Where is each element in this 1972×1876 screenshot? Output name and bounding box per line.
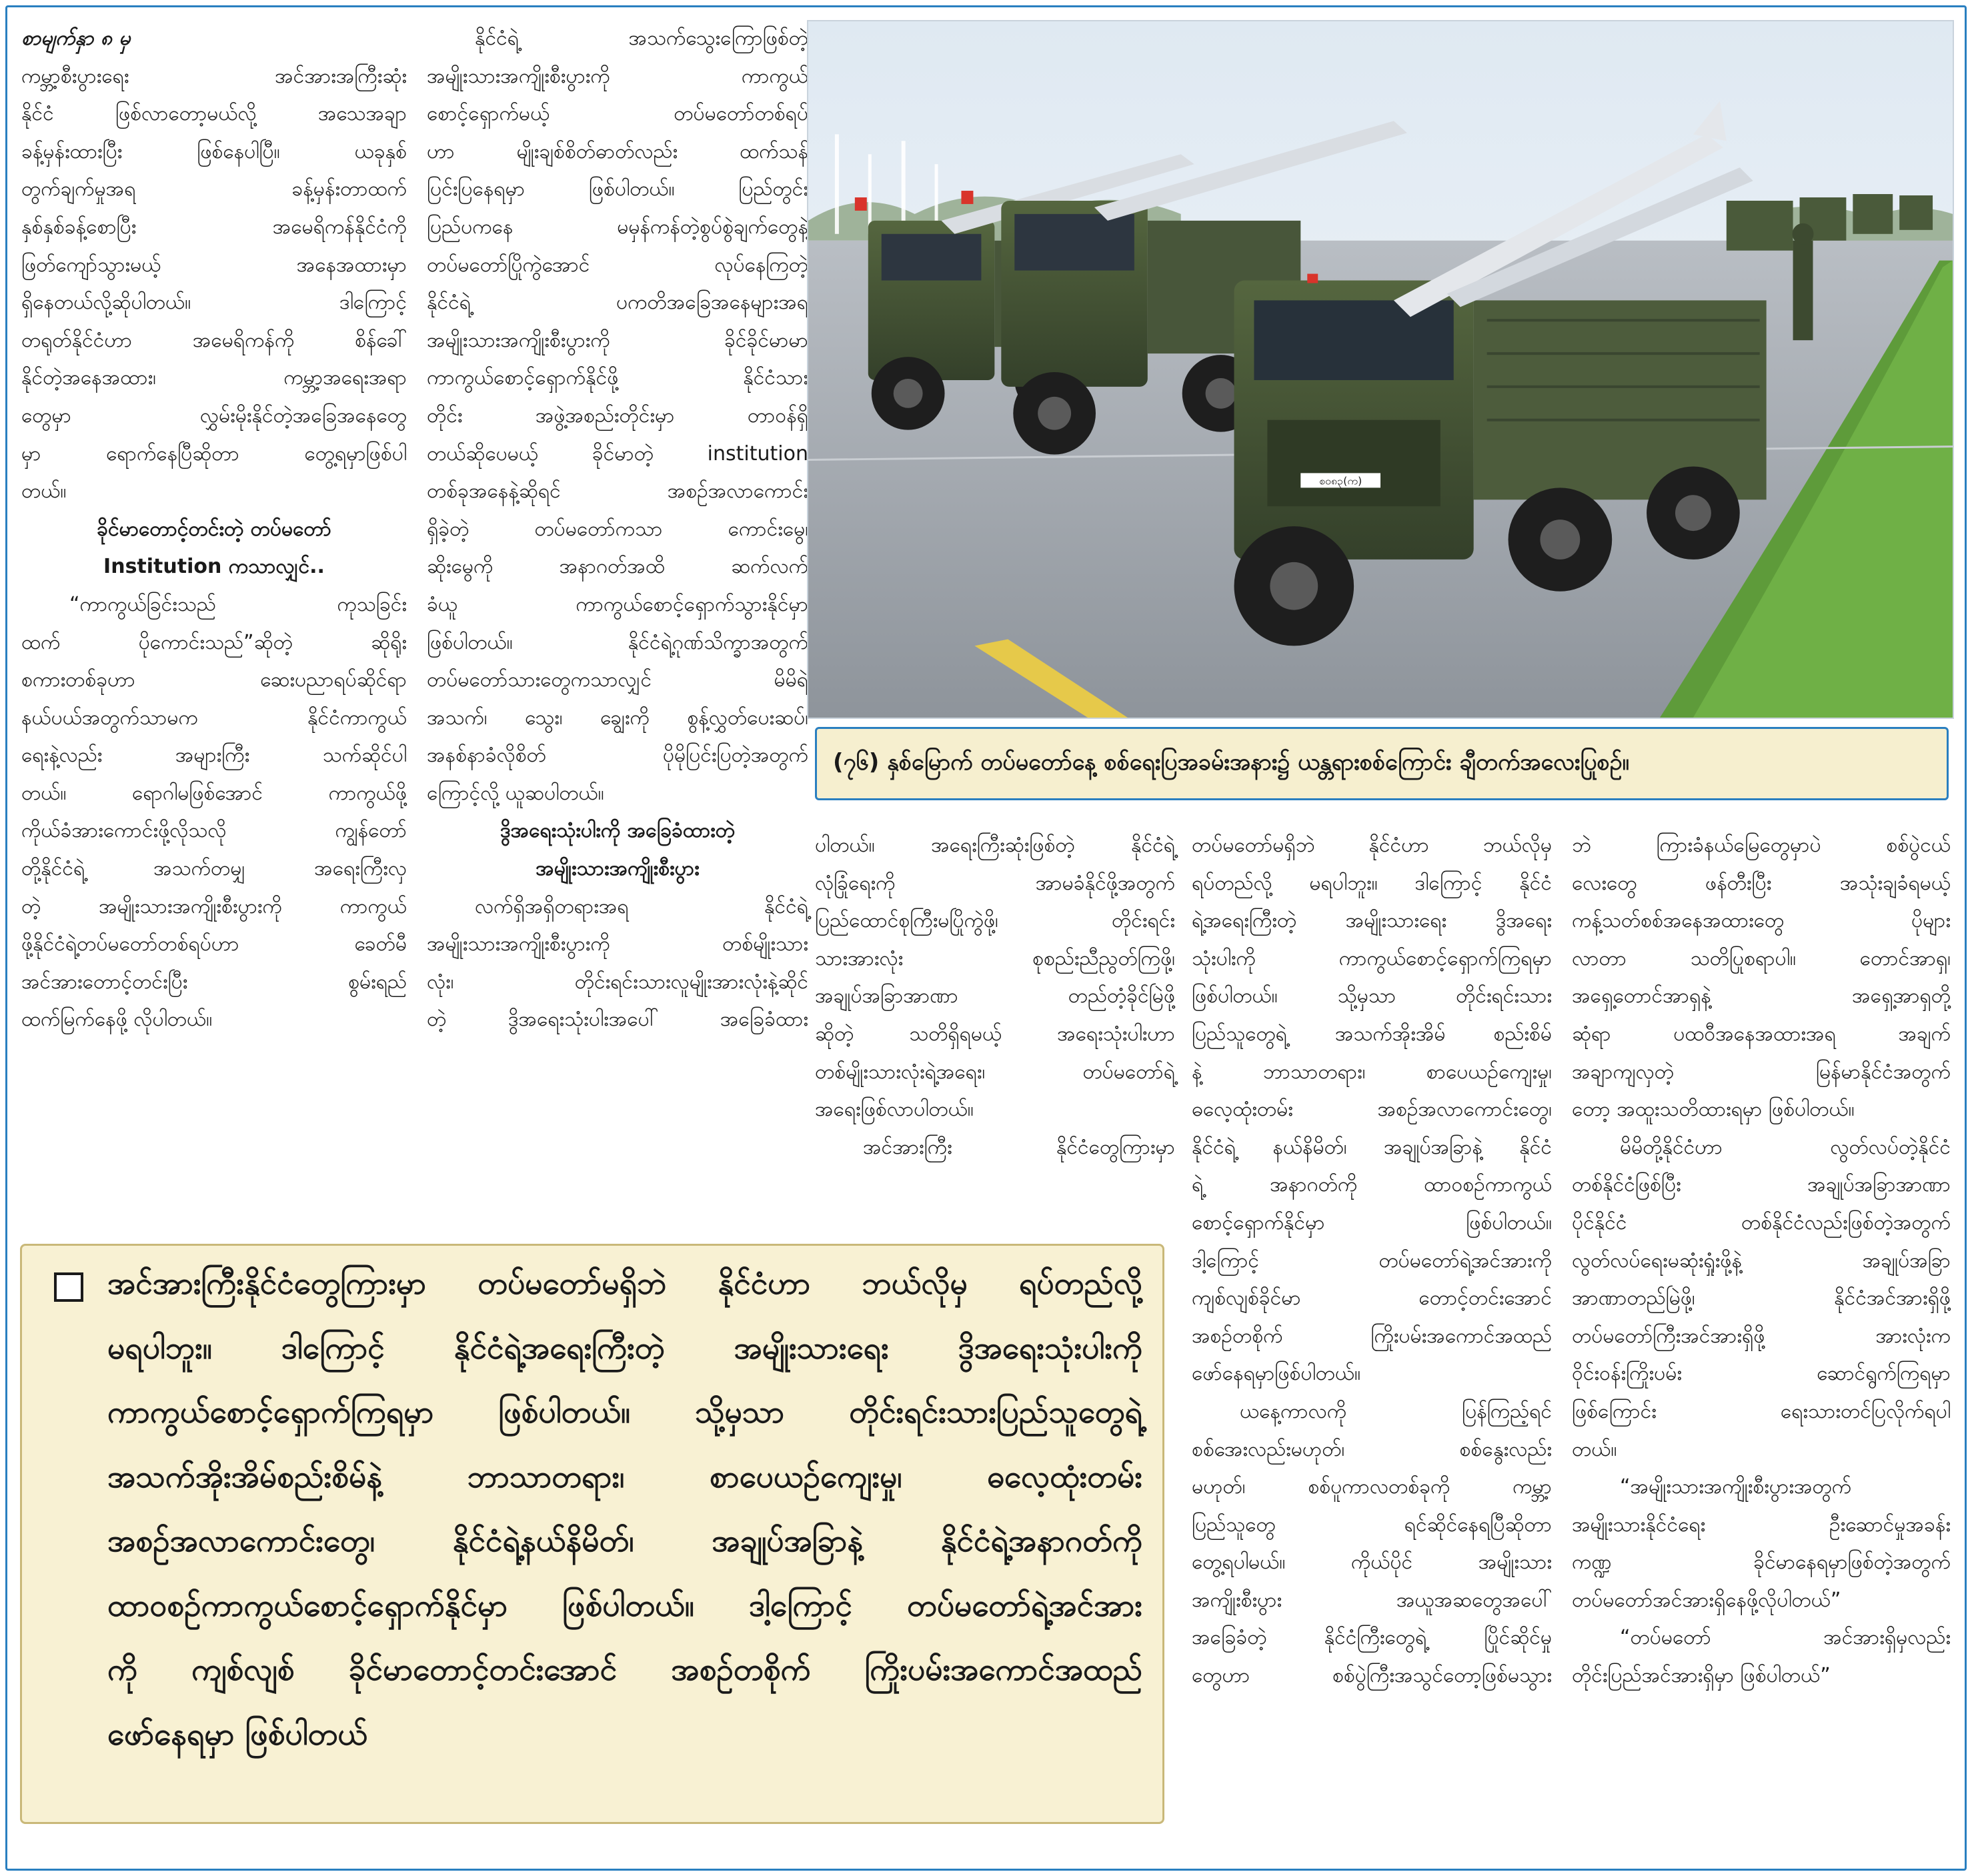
text-line: ဟာ မျိုးချစ်စိတ်ဓာတ်လည်း ထက်သန် [427,139,808,163]
photo-caption-text: (၇၆) နှစ်မြောက် တပ်မတော်နေ့ စစ်ရေးပြအခမ်းအနား၌ ယန္တရားစစ်ကြောင်း ချီတက်အလေးပြုစဉ်။ [833,748,1629,776]
text-line: တော့ အထူးသတိထားရမှာ ဖြစ်ပါတယ်။ [1572,1098,1855,1122]
text-line: ဆိုတဲ့ သတိရှိရမယ့် အရေးသုံးပါးဟာ [815,1022,1175,1046]
missile-parade-illustration [808,21,1953,718]
quote-line: တပ်မတော်အင်အားရှိနေဖို့လိုပါတယ်” [1572,1588,1841,1612]
text-line: တစ်ခုအနေနဲ့ဆိုရင် အစဉ်အလာကောင်း [427,480,808,504]
text-line: တွေ့ရပါမယ်။ ကိုယ်ပိုင် အမျိုးသား [1192,1551,1552,1575]
text-line: ကမ္ဘာ့စီးပွားရေး အင်အားအကြီးဆုံး [21,64,407,88]
text-line: အာဏာတည်မြဲဖို့၊ နိုင်ငံအင်အားရှိဖို့ [1572,1286,1951,1310]
checkbox-bullet-icon [54,1272,83,1302]
text-line: တဲ့ အမျိုးသားအကျိုးစီးပွားကို ကာကွယ် [21,894,407,918]
text-line: ကန့်သတ်စစ်အနေအထားတွေ ပိုများ [1572,909,1951,933]
article-column-2 [427,20,808,1039]
section-heading: ခိုင်မာတောင့်တင်းတဲ့ တပ်မတော် [97,517,331,541]
text-line: ခန့်မှန်းထားပြီး ဖြစ်နေပါပြီ။ ယခုနှစ် [21,139,407,163]
text-line: တယ်။ ရောဂါမဖြစ်အောင် ကာကွယ်ဖို့ [21,781,407,805]
text-line: ဖော်နေရမှာဖြစ်ပါတယ်။ [1192,1362,1361,1386]
text-line: တရုတ်နိုင်ငံဟာ အမေရိကန်ကို စိန်ခေါ် [21,328,407,352]
text-line: အင်အားတောင့်တင်းပြီး စွမ်းရည် [21,970,407,994]
text-line: လာတာ သတိပြုစရာပါ။ တောင်အာရှ၊ [1572,946,1951,970]
highlight-line: ထာဝစဉ်ကာကွယ်စောင့်ရှောက်နိုင်မှာ ဖြစ်ပါတယ်။ ဒါ့ကြောင့် တပ်မတော်ရဲ့အင်အား [107,1587,1142,1623]
text-line: ကိုယ်ခံအားကောင်းဖို့လိုသလို ကျွန်တော် [21,819,407,843]
text-line: လက်ရှိအရှိတရားအရ နိုင်ငံရဲ့ [475,894,808,918]
quote-line: “တပ်မတော် အင်အားရှိမှလည်း [1620,1626,1951,1650]
text-line: တပ်မတော်သားတွေကသာလျှင် မိမိရဲ့ [427,668,808,692]
text-line: ဆုံရာ ပထဝီအနေအထားအရ အချက် [1572,1022,1951,1046]
text-line: နှစ်နှစ်ခန့်စောပြီး အမေရိကန်နိုင်ငံကို [21,215,407,239]
text-line: တယ်။ [21,480,67,504]
section-heading: Institution ကသာလျှင်.. [103,555,325,579]
text-line: ကြောင့်လို့ ယူဆပါတယ်။ [427,781,604,805]
text-line: ဖြစ်ကြောင်း ရေးသားတင်ပြလိုက်ရပါ [1572,1399,1951,1423]
text-line: “ကာကွယ်ခြင်းသည် ကုသခြင်း [69,592,407,616]
text-line: ယနေ့ကာလကို ပြန်ကြည့်ရင် [1240,1399,1552,1423]
text-line: ရဲ့အရေးကြီးတဲ့ အမျိုးသားရေး ဒွိအရေး [1192,909,1552,933]
text-line: နိုင်ငံရဲ့ နယ်နိမိတ်၊ အချုပ်အခြာနဲ့ နိုင်ငံ [1192,1135,1552,1159]
parade-photo [807,20,1954,719]
text-line: အခြေခံတဲ့ နိုင်ငံကြီးတွေရဲ့ ပြိုင်ဆိုင်မှု [1192,1626,1552,1650]
text-line: ဝိုင်းဝန်းကြိုးပမ်း ဆောင်ရွက်ကြရမှာ [1572,1362,1951,1386]
text-line: ဖြစ်ပါတယ်။ သို့မှသာ တိုင်းရင်းသား [1192,984,1552,1008]
text-line: တွက်ချက်မှုအရ ခန့်မှန်းတာထက် [21,177,407,201]
text-line: မိမိတို့နိုင်ငံဟာ လွတ်လပ်တဲ့နိုင်ငံ [1620,1135,1951,1159]
text-line: နဲ့ ဘာသာတရား၊ စာပေယဉ်ကျေးမှု၊ [1192,1060,1552,1084]
text-line: ဒါ့ကြောင့် တပ်မတော်ရဲ့အင်အားကို [1192,1248,1552,1272]
text-line: အကျိုးစီးပွား အယူအဆတွေအပေါ် [1192,1588,1552,1612]
text-line: အရှေ့တောင်အာရှနဲ့ အရှေ့အာရှတို့ [1572,984,1951,1008]
text-line: သုံးပါးကို ကာကွယ်စောင့်ရှောက်ကြရမှာ [1192,946,1552,970]
text-line: တယ်ဆိုပေမယ့် ခိုင်မာတဲ့ institution [427,441,808,465]
text-line: ထက် ပိုကောင်းသည်”ဆိုတဲ့ ဆိုရိုး [21,630,407,654]
text-line: မဟုတ်၊ စစ်ပူကာလတစ်ခုကို ကမ္ဘာ့ [1192,1475,1552,1499]
text-line: လုံခြုံရေးကို အာမခံနိုင်ဖို့အတွက် [815,871,1175,895]
continued-from-label: စာမျက်နှာ ၈ မှ [21,27,131,50]
text-line: နိုင်တဲ့အနေအထား၊ ကမ္ဘာ့အရေးအရာ [21,366,407,390]
text-line: တွေမှာ လွှမ်းမိုးနိုင်တဲ့အခြေအနေတွေ [21,403,407,427]
text-line: အနစ်နာခံလိုစိတ် ပိုမိုပြင်းပြတဲ့အတွက် [427,744,808,768]
text-line: ဖို့နိုင်ငံရဲ့တပ်မတော်တစ်ရပ်ဟာ ခေတ်မီ [21,932,407,956]
text-line: ပါတယ်။ အရေးကြီးဆုံးဖြစ်တဲ့ နိုင်ငံရဲ့ [815,834,1175,857]
text-line: ဆိုးမွေကို အနာဂတ်အထိ ဆက်လက် [427,555,808,579]
text-line: ကျစ်လျစ်ခိုင်မာ တောင့်တင်းအောင် [1192,1286,1552,1310]
article-column-1 [21,20,407,1039]
text-line: စကားတစ်ခုဟာ ဆေးပညာရပ်ဆိုင်ရာ [21,668,407,692]
text-line: စောင့်ရှောက်မယ့် တပ်မတော်တစ်ရပ် [427,102,808,126]
text-line: တဲ့ ဒွိအရေးသုံးပါးအပေါ် အခြေခံထား [427,1008,808,1032]
text-line: ကာကွယ်စောင့်ရှောက်နိုင်ဖို့ နိုင်ငံသား [427,366,808,390]
highlight-line: အင်အားကြီးနိုင်ငံတွေကြားမှာ တပ်မတော်မရှိဘဲ နိုင်ငံဟာ ဘယ်လိုမှ ရပ်တည်လို့ [107,1265,1142,1301]
section-heading: အမျိုးသားအကျိုးစီးပွား [536,857,700,881]
text-line: တပ်မတော်မရှိဘဲ နိုင်ငံဟာ ဘယ်လိုမှ [1192,834,1552,857]
highlight-line: ကာကွယ်စောင့်ရှောက်ကြရမှာ ဖြစ်ပါတယ်။ သို့မှသာ တိုင်းရင်းသားပြည်သူတွေရဲ့ [107,1394,1142,1430]
text-line: တစ်နိုင်ငံဖြစ်ပြီး အချုပ်အခြာအာဏာ [1572,1173,1951,1197]
text-line: နိုင်ငံရဲ့ အသက်သွေးကြောဖြစ်တဲ့ [475,27,808,50]
text-line: မှာ ရောက်နေပြီဆိုတာ တွေ့ရမှာဖြစ်ပါ [21,441,407,465]
text-line: အမျိုးသားအကျိုးစီးပွားကို တစ်မျိုးသား [427,932,808,956]
text-line: အစဉ်တစိုက် ကြိုးပမ်းအကောင်အထည် [1192,1324,1552,1348]
text-line: အသက်၊ သွေး၊ ချွေးကို စွန့်လွှတ်ပေးဆပ်၊ [427,706,808,730]
text-line: ရေးနဲ့လည်း အများကြီး သက်ဆိုင်ပါ [21,744,407,768]
text-line: ရှိခဲ့တဲ့ တပ်မတော်ကသာ ကောင်းမွေ၊ [427,517,808,541]
text-line: အမျိုးသားအကျိုးစီးပွားကို ကာကွယ် [427,64,808,88]
text-line: ရှိနေတယ်လို့ဆိုပါတယ်။ ဒါကြောင့် [21,291,407,315]
text-line: အချာကျလှတဲ့ မြန်မာနိုင်ငံအတွက် [1572,1060,1951,1084]
text-line: တို့နိုင်ငံရဲ့ အသက်တမျှ အရေးကြီးလှ [21,857,407,881]
text-line: ထက်မြက်နေဖို့ လိုပါတယ်။ [21,1008,213,1032]
text-line: နယ်ပယ်အတွက်သာမက နိုင်ငံကာကွယ် [21,706,407,730]
text-line: ဖြတ်ကျော်သွားမယ့် အနေအထားမှာ [21,253,407,277]
text-line: လေးတွေ ဖန်တီးပြီး အသုံးချခံရမယ့် [1572,871,1951,895]
text-line: တိုင်း အဖွဲ့အစည်းတိုင်းမှာ တာဝန်ရှိ [427,403,808,427]
text-line: စစ်အေးလည်းမဟုတ်၊ စစ်နွေးလည်း [1192,1437,1552,1461]
article-column-5 [1572,827,1951,1695]
text-line: ပိုင်နိုင်ငံ တစ်နိုင်ငံလည်းဖြစ်တဲ့အတွက် [1572,1210,1951,1234]
text-line: ပြည်ပကနေ မမှန်ကန်တဲ့စွပ်စွဲချက်တွေနဲ့ [427,215,808,239]
text-line: တပ်မတော်ကြီးအင်အားရှိဖို့ အားလုံးက [1572,1324,1951,1348]
highlight-line: အသက်အိုးအိမ်စည်းစိမ်နဲ့ ဘာသာတရား၊ စာပေယဉ်ကျေးမှု၊ ဓလေ့ထုံးတမ်း [107,1458,1142,1495]
quote-line: “အမျိုးသားအကျိုးစီးပွားအတွက် [1620,1475,1852,1499]
highlight-line: အစဉ်အလာကောင်းတွေ၊ နိုင်ငံရဲ့နယ်နိမိတ်၊ အချုပ်အခြာနဲ့ နိုင်ငံရဲ့အနာဂတ်ကို [107,1523,1142,1559]
text-line: ပြည်သူတွေရဲ့ အသက်အိုးအိမ် စည်းစိမ် [1192,1022,1552,1046]
article-column-4 [1192,827,1552,1695]
article-column-3 [815,827,1175,1166]
text-line: အချုပ်အခြာအာဏာ တည်တံ့ခိုင်မြဲဖို့ [815,984,1175,1008]
text-line: ဘဲ ကြားခံနယ်မြေတွေမှာပဲ စစ်ပွဲငယ် [1572,834,1951,857]
highlight-box [20,1244,1164,1824]
text-line: သားအားလုံး စုစည်းညီညွတ်ကြဖို့၊ [815,946,1175,970]
highlight-text [107,1251,1142,1766]
text-line: နိုင်ငံ ဖြစ်လာတော့မယ်လို့ အသေအချာ [21,102,407,126]
text-line: အမျိုးသားအကျိုးစီးပွားကို ခိုင်ခိုင်မာမာ [427,328,808,352]
text-line: ဖြစ်ပါတယ်။ နိုင်ငံရဲ့ဂုဏ်သိက္ခာအတွက် [427,630,808,654]
quote-line: အမျိုးသားနိုင်ငံရေး ဦးဆောင်မှုအခန်း [1572,1513,1951,1537]
text-line: အင်အားကြီး နိုင်ငံတွေကြားမှာ [863,1135,1175,1159]
text-line: စောင့်ရှောက်နိုင်မှာ ဖြစ်ပါတယ်။ [1192,1210,1552,1234]
text-line: တစ်မျိုးသားလုံးရဲ့အရေး၊ တပ်မတော်ရဲ့ [815,1060,1175,1084]
text-line: တယ်။ [1572,1437,1617,1461]
highlight-line: ကို ကျစ်လျစ် ခိုင်မာတောင့်တင်းအောင် အစဉ်တစိုက် ကြိုးပမ်းအကောင်အထည် [107,1651,1142,1687]
text-line: နိုင်ငံရဲ့ ပကတိအခြေအနေများအရ [427,291,808,315]
text-line: တွေဟာ စစ်ပွဲကြီးအသွင်တော့ဖြစ်မသွား [1192,1664,1552,1688]
text-line: လွတ်လပ်ရေးမဆုံးရှုံးဖို့နဲ့ အချုပ်အခြာ [1572,1248,1951,1272]
text-line: အရေးဖြစ်လာပါတယ်။ [815,1098,974,1122]
photo-caption [815,727,1949,800]
quote-line: ကဏ္ဍ ခိုင်မာနေရမှာဖြစ်တဲ့အတွက် [1572,1551,1951,1575]
plate-text: စ၀၈၃(က) [1319,474,1362,488]
text-line: ပြည်ထောင်စုကြီးမပြိုကွဲဖို့၊ တိုင်းရင်း [815,909,1175,933]
text-line: ပြင်းပြနေရမှာ ဖြစ်ပါတယ်။ ပြည်တွင်း [427,177,808,201]
quote-line: တိုင်းပြည်အင်အားရှိမှာ ဖြစ်ပါတယ်” [1572,1664,1831,1688]
text-line: ဓလေ့ထုံးတမ်း အစဉ်အလာကောင်းတွေ၊ [1192,1098,1552,1122]
text-line: လုံး၊ တိုင်းရင်းသားလူမျိုးအားလုံးနဲ့ဆိုင် [427,970,808,994]
highlight-line: မရပါဘူး။ ဒါကြောင့် နိုင်ငံရဲ့အရေးကြီးတဲ့ အမျိုးသားရေး ဒွိအရေးသုံးပါးကို [107,1329,1142,1366]
section-heading: ဒွိအရေးသုံးပါးကို အခြေခံထားတဲ့ [500,819,736,843]
text-line: တပ်မတော်ပြိုကွဲအောင် လုပ်နေကြတဲ့ [427,253,808,277]
highlight-line: ဖော်နေရမှာ ဖြစ်ပါတယ် [107,1715,368,1752]
text-line: ရဲ့ အနာဂတ်ကို ထာဝစဉ်ကာကွယ် [1192,1173,1552,1197]
text-line: ပြည်သူတွေ ရင်ဆိုင်နေရပြီဆိုတာ [1192,1513,1552,1537]
text-line: ခံယူ ကာကွယ်စောင့်ရှောက်သွားနိုင်မှာ [427,592,808,616]
text-line: ရပ်တည်လို့ မရပါဘူး။ ဒါကြောင့် နိုင်ငံ [1192,871,1552,895]
